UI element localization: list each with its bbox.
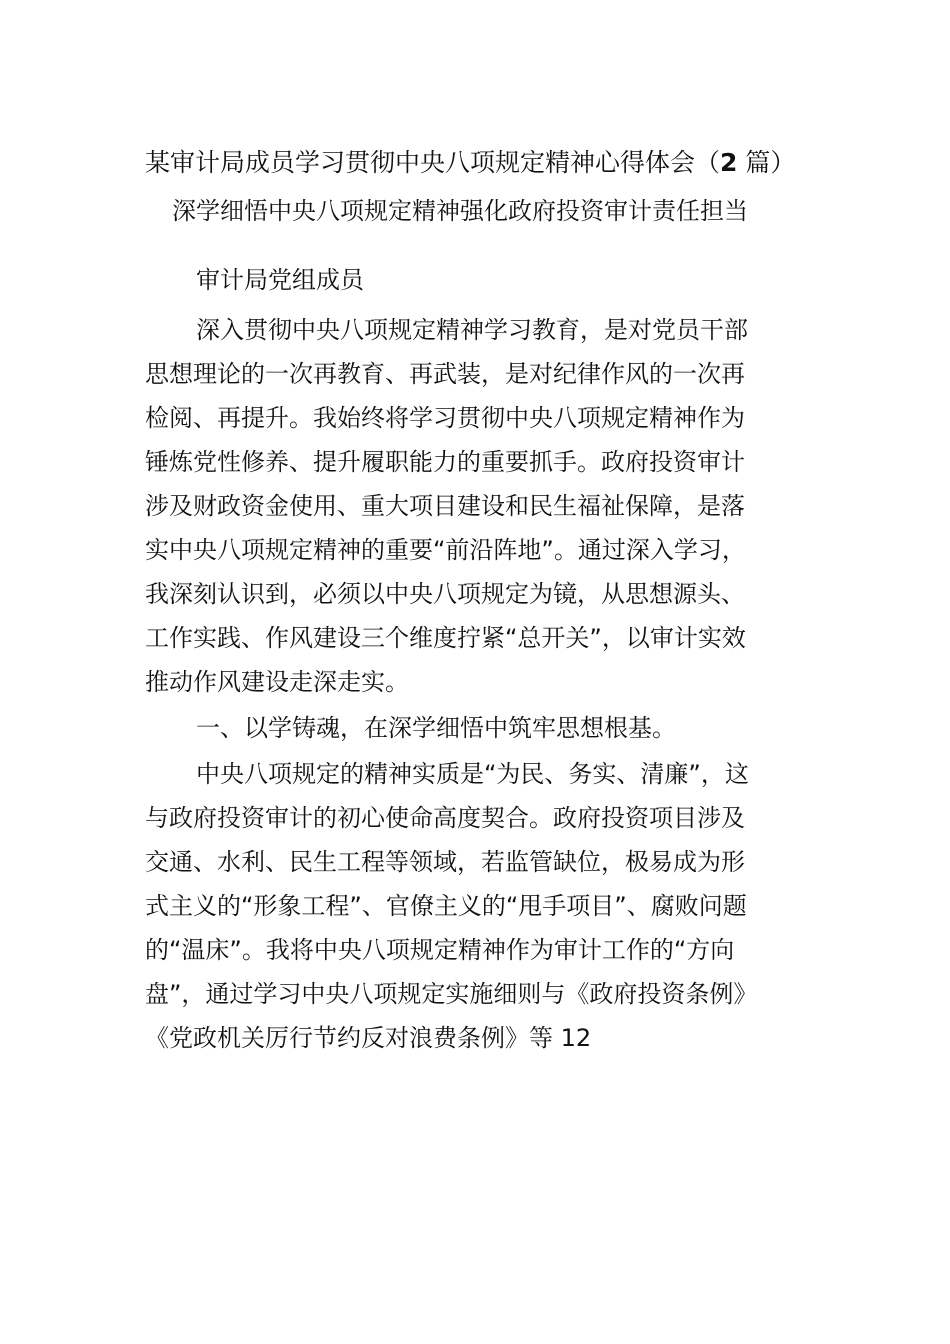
body-line: 盘”，通过学习中央八项规定实施细则与《政府投资条例》 (145, 980, 758, 1008)
body-line: 锤炼党性修养、提升履职能力的重要抓手。政府投资审计 (145, 448, 745, 476)
body-line: 中央八项规定的精神实质是“为民、务实、清廉”，这 (196, 760, 749, 788)
body-line: 交通、水利、民生工程等领域，若监管缺位，极易成为形 (145, 848, 745, 876)
body-line: 式主义的“形象工程”、官僚主义的“甩手项目”、腐败问题 (145, 892, 747, 920)
body-line: 涉及财政资金使用、重大项目建设和民生福祉保障，是落 (145, 492, 745, 520)
title-count: 2 (720, 148, 738, 177)
document-title (145, 145, 795, 181)
body-line: 《党政机关厉行节约反对浪费条例》等 12 (145, 1024, 592, 1052)
body-line: 实中央八项规定精神的重要“前沿阵地”。通过深入学习， (145, 536, 746, 564)
body-line: 与政府投资审计的初心使命高度契合。政府投资项目涉及 (145, 804, 745, 832)
body-line: 的“温床”。我将中央八项规定精神作为审计工作的“方向 (145, 936, 735, 964)
body-line: 推动作风建设走深走实。 (145, 668, 409, 696)
title-main-text: 某审计局成员学习贯彻中央八项规定精神心得体会（ (145, 148, 721, 177)
title-end-text: 篇） (737, 148, 796, 177)
article-subtitle: 深学细悟中央八项规定精神强化政府投资审计责任担当 (172, 197, 748, 225)
body-line: 检阅、再提升。我始终将学习贯彻中央八项规定精神作为 (145, 404, 745, 432)
body-line: 思想理论的一次再教育、再武装，是对纪律作风的一次再 (145, 360, 745, 388)
body-line: 我深刻认识到，必须以中央八项规定为镜，从思想源头、 (145, 580, 745, 608)
article-author: 审计局党组成员 (196, 266, 364, 294)
body-line: 工作实践、作风建设三个维度拧紧“总开关”，以审计实效 (145, 624, 746, 652)
body-line: 深入贯彻中央八项规定精神学习教育，是对党员干部 (196, 316, 748, 344)
section-heading: 一、以学铸魂，在深学细悟中筑牢思想根基。 (196, 714, 676, 742)
